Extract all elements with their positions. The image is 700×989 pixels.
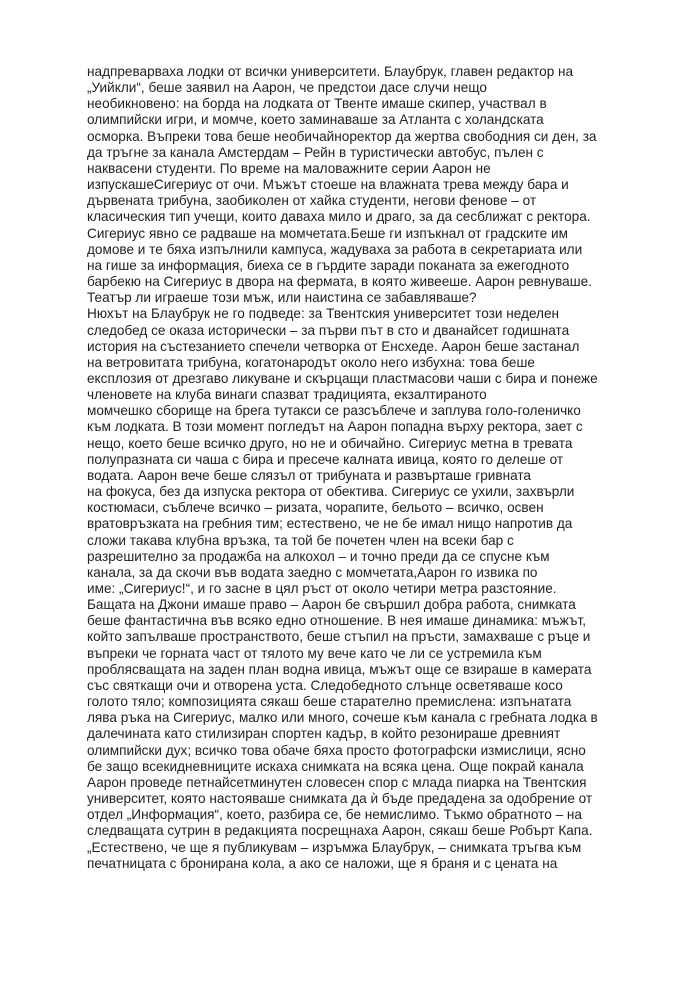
text-line: Нюхът на Блаубрук не го подведе: за Твентския университет този неделен <box>87 306 560 322</box>
text-line: барбекю на Сигериус в двора на фермата, в която живееше. Аарон ревнуваше. <box>87 274 592 290</box>
text-line: полупразната си чаша с бира и пресече калната ивица, която го делеше от <box>87 451 564 467</box>
text-line: към лодката. В този момент погледът на Аарон попадна върху ректора, зает с <box>87 419 583 435</box>
text-line: беше фантастична във всяко едно отношение. В нея имаше динамика: мъжът, <box>87 613 586 629</box>
text-line: олимпийски игри, и момче, което заминаваше за Атланта с холандската <box>87 112 544 128</box>
text-line: Театър ли играеше този мъж, или наистина се забавляваше? <box>87 290 477 306</box>
text-line: въпреки че горната част от тялото му вече като че ли се устремила към <box>87 645 542 661</box>
text-line: отдел „Информация“, което, разбира се, бе немислимо. Тъкмо обратното – на <box>87 807 582 823</box>
text-line: лява ръка на Сигериус, малко или много, сочеше към канала с гребната лодка в <box>87 710 598 726</box>
text-line: със святкащи очи и отворена уста. Следобедното слънце осветяваше косо <box>87 677 563 693</box>
text-line: бе защо всекидневниците искаха снимката на всяка цена. Още покрай канала <box>87 758 584 774</box>
text-line: членовете на клуба винаги спазват традицията, екзалтираното <box>87 387 487 403</box>
text-line: олимпийски дух; всичко това обаче бяха просто фотографски измислици, ясно <box>87 742 586 758</box>
text-line: Аарон проведе петнайсетминутен словесен спор с млада пиарка на Твентския <box>87 774 587 790</box>
text-line: да тръгне за канала Амстердам – Рейн в туристически автобус, пълен с <box>87 144 544 160</box>
text-line: надпреварваха лодки от всички университети. Блаубрук, главен редактор на <box>87 64 574 79</box>
text-line: водата. Аарон вече беше слязъл от трибуната и развърташе гривната <box>87 467 531 483</box>
text-line: на ветровитата трибуна, когатонародът около него избухна: това беше <box>87 354 535 370</box>
text-line: име: „Сигериус!“, и го засне в цял ръст от около четири метра разстояние. <box>87 581 557 596</box>
text-line: следобед се оказа исторически – за първи път в сто и дванайсет годишната <box>87 322 570 338</box>
text-line: печатницата с бронирана кола, а ако се наложи, ще я браня и с цената на <box>87 855 558 871</box>
text-line: костюмаси, съблече всичко – ризата, чорапите, бельото – всичко, освен <box>87 500 544 516</box>
text-line: дървената трибуна, заобиколен от хайка студенти, негови фенове – от <box>87 193 537 209</box>
text-line: „Естествено, че ще я публикувам – изръмжа Блаубрук, – снимката тръгва към <box>87 839 582 855</box>
text-line: изпускашеСигериус от очи. Мъжът стоеше на влажната трева между бара и <box>87 177 569 193</box>
text-line: Сигериус явно се радваше на момчетата.Беше ги изпъкнал от градските им <box>87 225 568 241</box>
text-line: университет, която настояваше снимката да ѝ бъде предадена за одобрение от <box>87 791 593 807</box>
text-line: „Уийкли“, беше заявил на Аарон, че предстои дасе случи нещо <box>87 80 487 96</box>
text-line: Бащата на Джони имаше право – Аарон бе свършил добра работа, снимката <box>87 597 576 613</box>
body-text <box>87 64 647 872</box>
text-line: класическия тип учещи, които даваха мило и драго, за да сесближат с ректора. <box>87 209 591 225</box>
text-line: осморка. Въпреки това беше необичайноректор да жертва свободния си ден, за <box>87 128 597 144</box>
text-line: история на състезанието спечели четворка от Енсхеде. Аарон беше застанал <box>87 338 580 354</box>
text-line: наквасени студенти. По време на маловажните серии Аарон не <box>87 160 491 176</box>
text-line: на фокуса, без да изпуска ректора от обектива. Сигериус се ухили, захвърли <box>87 484 575 500</box>
text-line: необикновено: на борда на лодката от Твенте имаше скипер, участвал в <box>87 96 547 112</box>
text-line: момчешко сборище на брега тутакси се разсъблече и заплува голо-голеничко <box>87 403 581 419</box>
text-line: далечината като стилизиран спортен кадър, в който резонираше древният <box>87 726 561 742</box>
text-line: на гише за информация, биеха се в гърдите заради поканата за ежегодното <box>87 257 570 273</box>
text-line: сложи такава клубна връзка, та той бе почетен член на всеки бар с <box>87 532 514 548</box>
text-line: проблясващата на заден план водна ивица, мъжът още се взираше в камерата <box>87 661 592 677</box>
text-line: нещо, което беше всичко друго, но не и обичайно. Сигериус метна в тревата <box>87 435 573 451</box>
text-line: който запълваше пространството, беше стъпил на пръсти, замахваше с ръце и <box>87 629 591 645</box>
text-line: вратовръзката на гребния тим; естествено, че не бе имал нищо напротив да <box>87 516 573 532</box>
text-line: експлозия от дрезгаво ликуване и скърцащи пластмасови чаши с бира и понеже <box>87 370 598 386</box>
text-line: разрешително за продажба на алкохол – и точно преди да се спусне към <box>87 548 550 564</box>
text-line: канала, за да скочи във водата заедно с момчетата,Аарон го извика по <box>87 564 538 580</box>
text-line: домове и те бяха изпълнили кампуса, жадуваха за работа в секретариата или <box>87 241 583 257</box>
text-line: следващата сутрин в редакцията посрещнаха Аарон, сякаш беше Робърт Капа. <box>87 823 593 839</box>
text-line: голото тяло; композицията сякаш беше старателно премислена: изпънатата <box>87 694 572 710</box>
